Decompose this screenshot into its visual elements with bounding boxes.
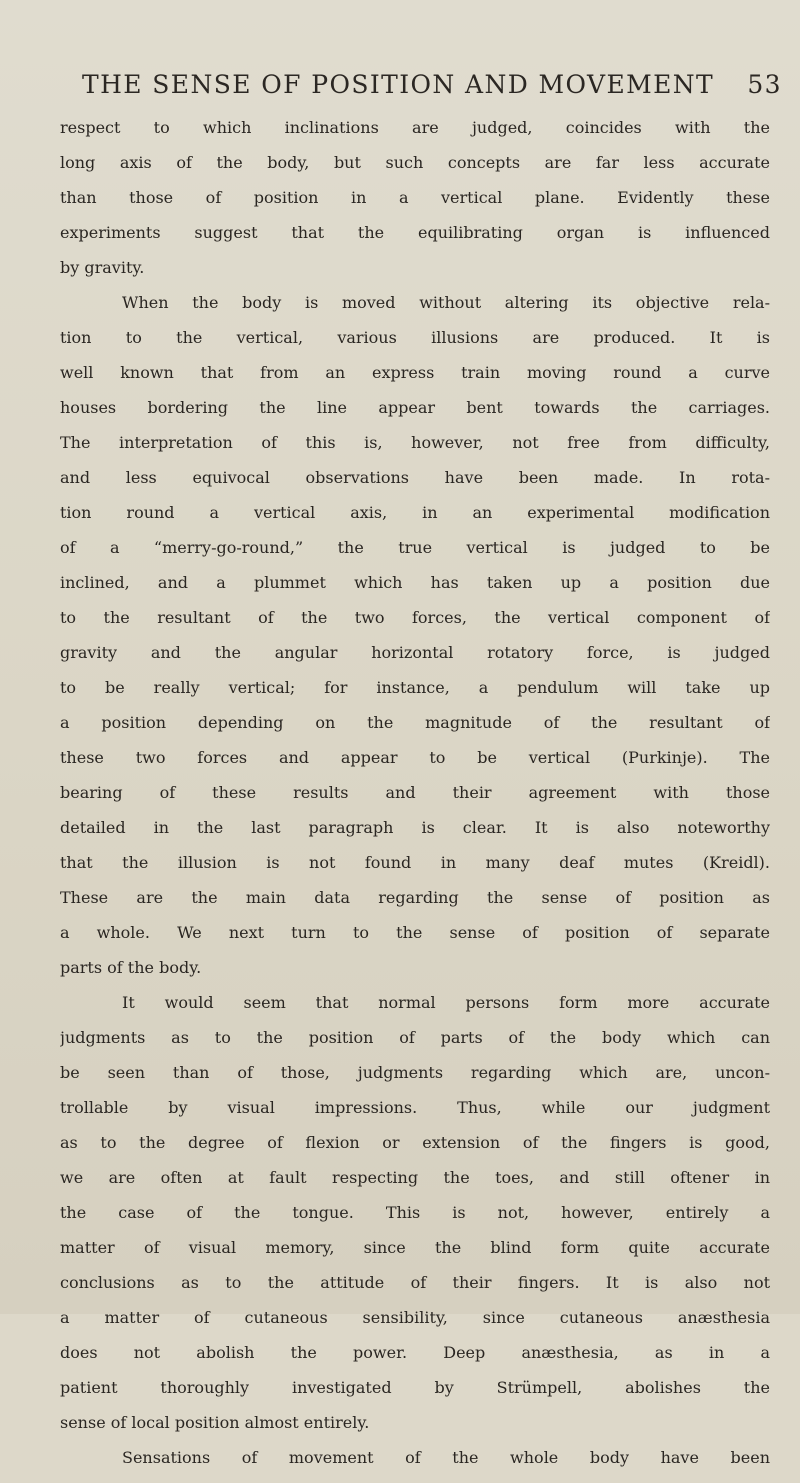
- text-line: as to the degree of flexion or extension of the fingers is good,: [60, 1133, 770, 1152]
- text-line: well known that from an express train moving round a curve: [60, 363, 770, 382]
- page-number: 53: [747, 70, 782, 99]
- text-line: Sensations of movement of the whole body have been: [122, 1448, 770, 1467]
- text-line: tion to the vertical, various illusions are produced. It is: [60, 328, 770, 347]
- text-line: houses bordering the line appear bent towards the carriages.: [60, 398, 770, 417]
- text-line: a matter of cutaneous sensibility, since cutaneous anæsthesia: [60, 1308, 770, 1327]
- text-line: When the body is moved without altering its objective rela-: [122, 293, 770, 312]
- text-line: respect to which inclinations are judged, coincides with the: [60, 118, 770, 137]
- text-line: bearing of these results and their agreement with those: [60, 783, 770, 802]
- text-line: to be really vertical; for instance, a pendulum will take up: [60, 678, 770, 697]
- text-line: long axis of the body, but such concepts are far less accurate: [60, 153, 770, 172]
- text-line: parts of the body.: [60, 958, 202, 977]
- text-line: and less equivocal observations have been made. In rota-: [60, 468, 770, 487]
- text-line: be seen than of those, judgments regarding which are, uncon-: [60, 1063, 770, 1082]
- text-line: patient thoroughly investigated by Strümpell, abolishes the: [60, 1378, 770, 1397]
- text-line: inclined, and a plummet which has taken up a position due: [60, 573, 770, 592]
- text-line: sense of local position almost entirely.: [60, 1413, 370, 1432]
- text-line: a position depending on the magnitude of the resultant of: [60, 713, 770, 732]
- text-line: to the resultant of the two forces, the vertical component of: [60, 608, 770, 627]
- text-line: these two forces and appear to be vertical (Purkinje). The: [60, 748, 770, 767]
- text-line: These are the main data regarding the sense of position as: [60, 888, 770, 907]
- text-line: judgments as to the position of parts of the body which can: [60, 1028, 770, 1047]
- text-line: the case of the tongue. This is not, however, entirely a: [60, 1203, 770, 1222]
- text-line: we are often at fault respecting the toes, and still oftener in: [60, 1168, 770, 1187]
- running-head-title: THE SENSE OF POSITION AND MOVEMENT: [82, 70, 715, 99]
- text-line: gravity and the angular horizontal rotatory force, is judged: [60, 643, 770, 662]
- text-line: that the illusion is not found in many deaf mutes (Kreidl).: [60, 853, 770, 872]
- text-line: a whole. We next turn to the sense of position of separate: [60, 923, 770, 942]
- text-line: than those of position in a vertical plane. Evidently these: [60, 188, 770, 207]
- text-line: trollable by visual impressions. Thus, while our judgment: [60, 1098, 770, 1117]
- text-line: matter of visual memory, since the blind form quite accurate: [60, 1238, 770, 1257]
- text-line: It would seem that normal persons form more accurate: [122, 993, 770, 1012]
- text-line: by gravity.: [60, 258, 145, 277]
- text-line: The interpretation of this is, however, not free from difficulty,: [60, 433, 770, 452]
- text-line: conclusions as to the attitude of their fingers. It is also not: [60, 1273, 770, 1292]
- text-line: experiments suggest that the equilibrating organ is influenced: [60, 223, 770, 242]
- text-line: detailed in the last paragraph is clear. It is also noteworthy: [60, 818, 770, 837]
- text-line: tion round a vertical axis, in an experimental modification: [60, 503, 770, 522]
- text-line: of a “merry-go-round,” the true vertical is judged to be: [60, 538, 770, 557]
- body-text: [60, 118, 770, 1483]
- text-line: does not abolish the power. Deep anæsthesia, as in a: [60, 1343, 770, 1362]
